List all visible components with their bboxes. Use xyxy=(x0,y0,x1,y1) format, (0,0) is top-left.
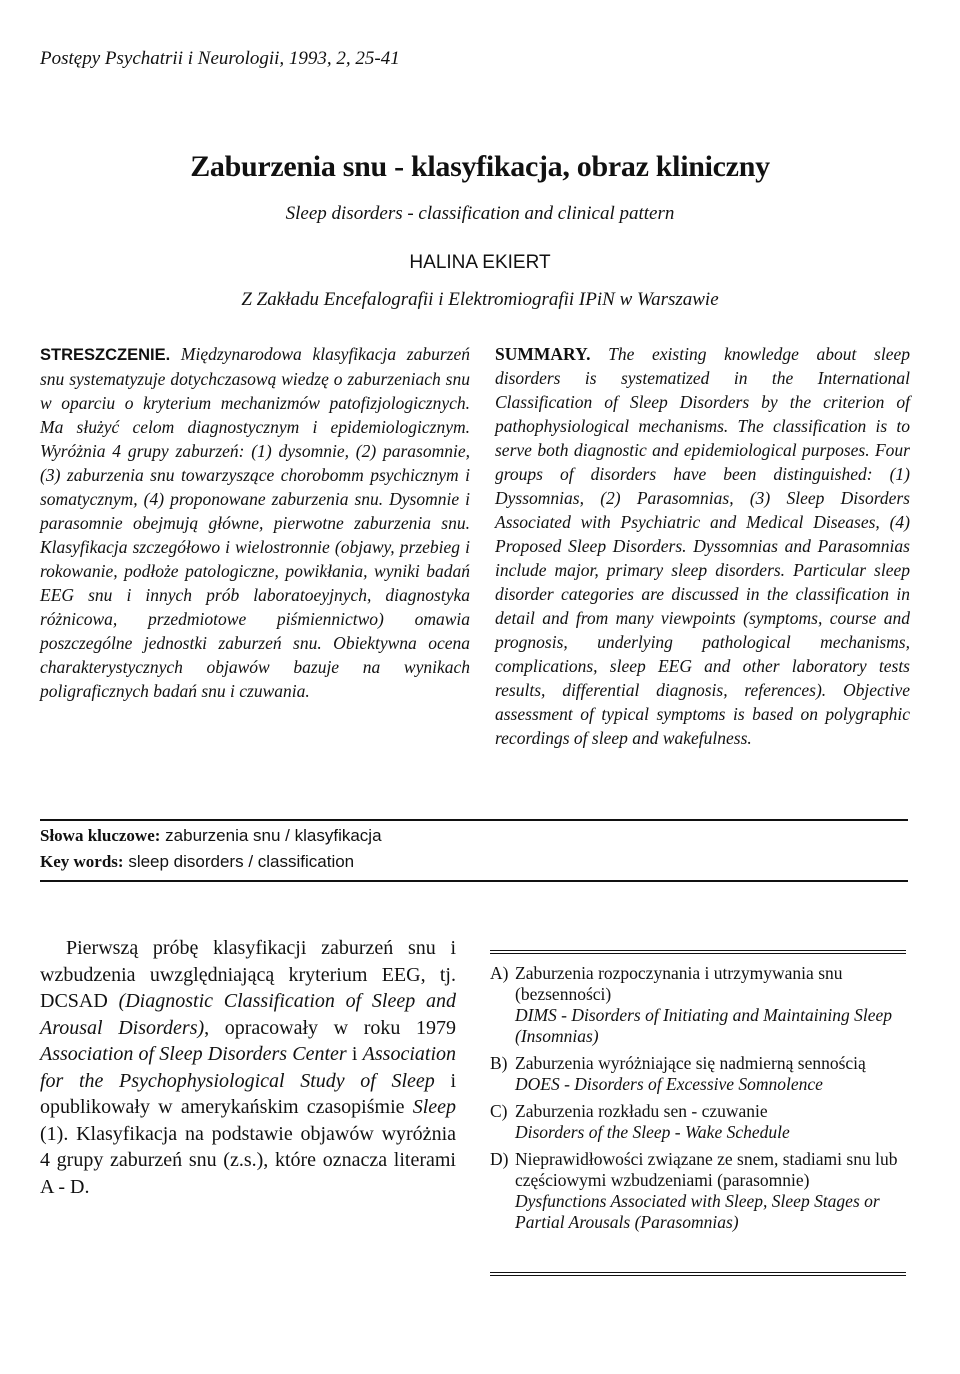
keywords-english-value: sleep disorders / classification xyxy=(128,852,355,871)
article-affiliation: Z Zakładu Encefalografii i Elektromiografii IPiN w Warszawie xyxy=(241,289,719,310)
classification-english: Dysfunctions Associated with Sleep, Sleep Stages or Partial Arousals (Parasomnias) xyxy=(515,1191,880,1232)
divider-bottom xyxy=(40,880,908,882)
keywords-english xyxy=(40,852,354,872)
body-text-2: , opracowały w roku 1979 xyxy=(204,1016,456,1039)
classification-letter: B) xyxy=(490,1053,508,1073)
classification-title: Zaburzenia wyróżniające się nadmierną sennością xyxy=(515,1053,866,1073)
classification-sub: (bezsenności) xyxy=(515,984,612,1004)
classification-letter: C) xyxy=(490,1101,508,1121)
body-italic-2: Association of Sleep Disorders Center xyxy=(40,1043,347,1065)
article-subtitle: Sleep disorders - classification and clinical pattern xyxy=(285,203,675,224)
classification-rule-top xyxy=(490,950,906,954)
classification-list xyxy=(490,963,910,1239)
body-text-5: (1). Klasyfikacja na podstawie objawów wyróżnia 4 grupy zaburzeń snu (z.s.), które oznacza literami A - D. xyxy=(40,1122,456,1198)
classification-letter: A) xyxy=(490,963,509,983)
keywords-polish xyxy=(40,826,382,846)
abstract-polish xyxy=(40,342,470,703)
classification-title: Zaburzenia rozpoczynania i utrzymywania snu xyxy=(515,963,843,983)
body-italic-1: (Diagnostic Classification of Sleep and Arousal Disorders) xyxy=(40,990,456,1039)
body-text-4: i opublikowały w amerykańskim czasopiśmie xyxy=(40,1069,456,1118)
abstract-english-text: The existing knowledge about sleep disorders is systematized in the International Classification of Sleep Disorders by the criterion of pathophysiological mechanisms. The classification is to serve both diagnostic and epidemiological purposes. Four groups of disorders have been distinguished: (1) Dyssomnias, (2) Parasomnias, (3) Sleep Disorders Associated with Psychiatric and Medical Diseases, (4) Proposed Sleep Disorders. Dyssomnias and Parasomnias include major, primary sleep disorders. Particular sleep disorder categories are discussed in the classification in detail and from many viewpoints (symptoms, course and prognosis, underlying pathological mechanisms, complications, sleep EEG and other laboratory tests results, differential diagnosis, references). Objective assessment of typical symptoms is based on polygraphic recordings of sleep and wakefulness. xyxy=(495,344,910,748)
abstract-english-label: SUMMARY. xyxy=(495,344,591,364)
classification-letter: D) xyxy=(490,1149,509,1169)
body-text-1: Pierwszą próbę klasyfikacji zaburzeń snu i wzbudzenia uwzględniającą kryterium EEG, tj. DCSAD xyxy=(40,937,456,1012)
classification-english: Disorders of the Sleep - Wake Schedule xyxy=(515,1122,790,1142)
classification-item xyxy=(490,963,910,1047)
body-italic-3: Association for the Psychophysiological Study of Sleep xyxy=(40,1043,457,1092)
classification-english: DOES - Disorders of Excessive Somnolence xyxy=(515,1074,823,1094)
keywords-english-label: Key words: xyxy=(40,852,124,871)
divider-top xyxy=(40,819,908,821)
body-text-3: i xyxy=(351,1043,358,1065)
classification-title: Zaburzenia rozkładu sen - czuwanie xyxy=(515,1101,768,1121)
classification-rule-bottom xyxy=(490,1272,906,1276)
body-paragraph xyxy=(40,935,456,1200)
classification-item xyxy=(490,1149,910,1233)
keywords-polish-value: zaburzenia snu / klasyfikacja xyxy=(165,826,382,845)
article-author: HALINA EKIERT xyxy=(409,252,551,273)
classification-title: Nieprawidłowości związane ze snem, stadiami snu lub częściowymi wzbudzeniami (parasomnie) xyxy=(515,1149,898,1190)
abstract-polish-text: Międzynarodowa klasyfikacja zaburzeń snu systematyzuje dotychczasową wiedzę o zaburzeniach snu w oparciu o kryterium mechanizmów patofizjologicznych. Ma służyć celom diagnostycznym i epidemiologicznym. Wyróżnia 4 grupy zaburzeń: (1) dysomnie, (2) parasomnie, (3) zaburzenia snu towarzyszące chorobomm psychicznym i somatycznym, (4) proponowane zaburzenia snu. Dysomnie i parasomnie obejmują główne, pierwotne zaburzenia snu. Klasyfikacja szczegółowo i wielostronnie (objawy, przebieg i rokowanie, podłoże patologiczne, powikłania, wyniki badań EEG snu i innych prób laboratoeyjnych, diagnostyka różnicowa, przedmiotowe piśmiennictwo) omawia poszczególne jednostki zaburzeń snu. Obiektywna ocena charakterystycznych objawów bazuje na wynikach poligraficznych badań snu i czuwania. xyxy=(40,344,470,701)
classification-item xyxy=(490,1101,910,1143)
body-italic-4: Sleep xyxy=(412,1096,457,1118)
journal-reference: Postępy Psychatrii i Neurologii, 1993, 2, 25-41 xyxy=(40,48,400,69)
classification-item xyxy=(490,1053,910,1095)
classification-english: DIMS - Disorders of Initiating and Maintaining Sleep (Insomnias) xyxy=(515,1005,893,1046)
abstract-english xyxy=(495,342,910,750)
keywords-polish-label: Słowa kluczowe: xyxy=(40,826,161,845)
article-title: Zaburzenia snu - klasyfikacja, obraz kliniczny xyxy=(190,150,770,183)
abstract-polish-label: STRESZCZENIE. xyxy=(40,346,171,364)
